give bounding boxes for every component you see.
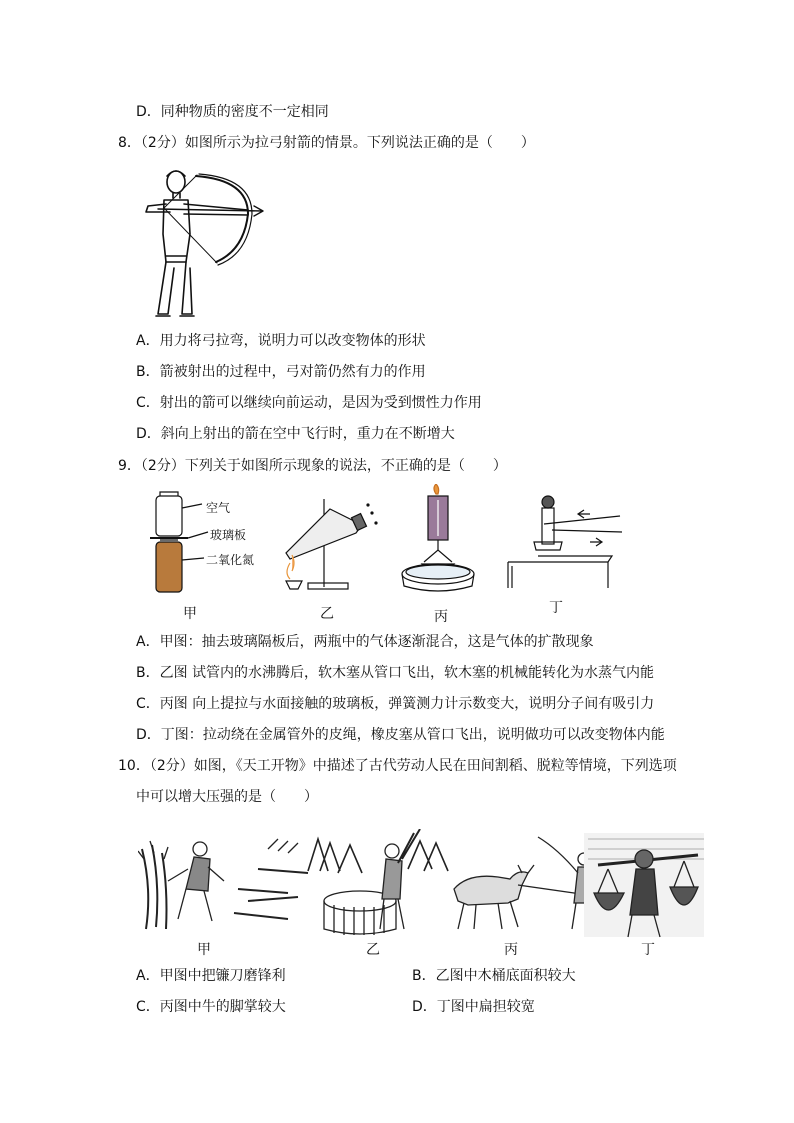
q8-option-a: A．用力将弓拉弯，说明力可以改变物体的形状 bbox=[136, 333, 426, 349]
q9-option-c: C．丙图 向上提拉与水面接触的玻璃板，弹簧测力计示数变大，说明分子间有吸引力 bbox=[136, 696, 655, 712]
q10-caption-jia: 甲 bbox=[197, 942, 211, 958]
q10-option-c: C．丙图中牛的脚掌较大 bbox=[136, 999, 286, 1015]
q10-panel-jia bbox=[138, 839, 308, 929]
q9-option-d: D．丁图：拉动绕在金属管外的皮绳，橡皮塞从管口飞出，说明做功可以改变物体内能 bbox=[136, 727, 665, 743]
q10-woodcut-figure bbox=[138, 829, 706, 939]
q9-caption-jia: 甲 bbox=[183, 606, 197, 622]
q10-caption-ding: 丁 bbox=[641, 942, 655, 958]
q10-stem-line-1: 10．（2分）如图，《天工开物》中描述了古代劳动人民在田间割稻、脱粒等情境，下列选项 bbox=[118, 758, 677, 774]
q8-archer-figure bbox=[136, 164, 266, 322]
q9-caption-bing: 丙 bbox=[434, 609, 448, 625]
q9-friction-figure bbox=[504, 492, 626, 592]
q9-label-air: 空气 bbox=[206, 501, 231, 515]
q9-caption-yi: 乙 bbox=[320, 606, 334, 622]
q8-option-c: C．射出的箭可以继续向前运动，是因为受到惯性力作用 bbox=[136, 395, 482, 411]
q9-stem: 9．（2分）下列关于如图所示现象的说法，不正确的是（ ） bbox=[118, 458, 507, 474]
q8-option-b: B．箭被射出的过程中，弓对箭仍然有力的作用 bbox=[136, 364, 426, 380]
q10-caption-bing: 丙 bbox=[504, 942, 518, 958]
q7-option-d: D．同种物质的密度不一定相同 bbox=[136, 104, 329, 120]
q9-spring-scale-figure bbox=[400, 484, 480, 596]
q8-option-d: D．斜向上射出的箭在空中飞行时，重力在不断增大 bbox=[136, 426, 455, 442]
q10-option-b: B．乙图中木桶底面积较大 bbox=[412, 968, 576, 984]
q10-option-a: A．甲图中把镰刀磨锋利 bbox=[136, 968, 286, 984]
q8-stem: 8．（2分）如图所示为拉弓射箭的情景。下列说法正确的是（ ） bbox=[118, 135, 535, 151]
q9-option-a: A．甲图：抽去玻璃隔板后，两瓶中的气体逐渐混合，这是气体的扩散现象 bbox=[136, 634, 594, 650]
q10-option-d: D．丁图中扁担较宽 bbox=[412, 999, 535, 1015]
q10-panel-yi bbox=[308, 829, 448, 935]
q10-caption-yi: 乙 bbox=[366, 942, 380, 958]
q10-panel-bing bbox=[454, 837, 594, 929]
q9-option-b: B．乙图 试管内的水沸腾后，软木塞从管口飞出，软木塞的机械能转化为水蒸气内能 bbox=[136, 665, 655, 681]
q9-label-no2: 二氧化氮 bbox=[206, 553, 255, 567]
q9-caption-ding: 丁 bbox=[549, 600, 563, 616]
q10-panel-ding bbox=[584, 833, 704, 937]
q9-test-tube-figure bbox=[282, 495, 382, 595]
q9-label-glass: 玻璃板 bbox=[210, 528, 247, 542]
q10-stem-line-2: 中可以增大压强的是（ ） bbox=[136, 789, 318, 805]
